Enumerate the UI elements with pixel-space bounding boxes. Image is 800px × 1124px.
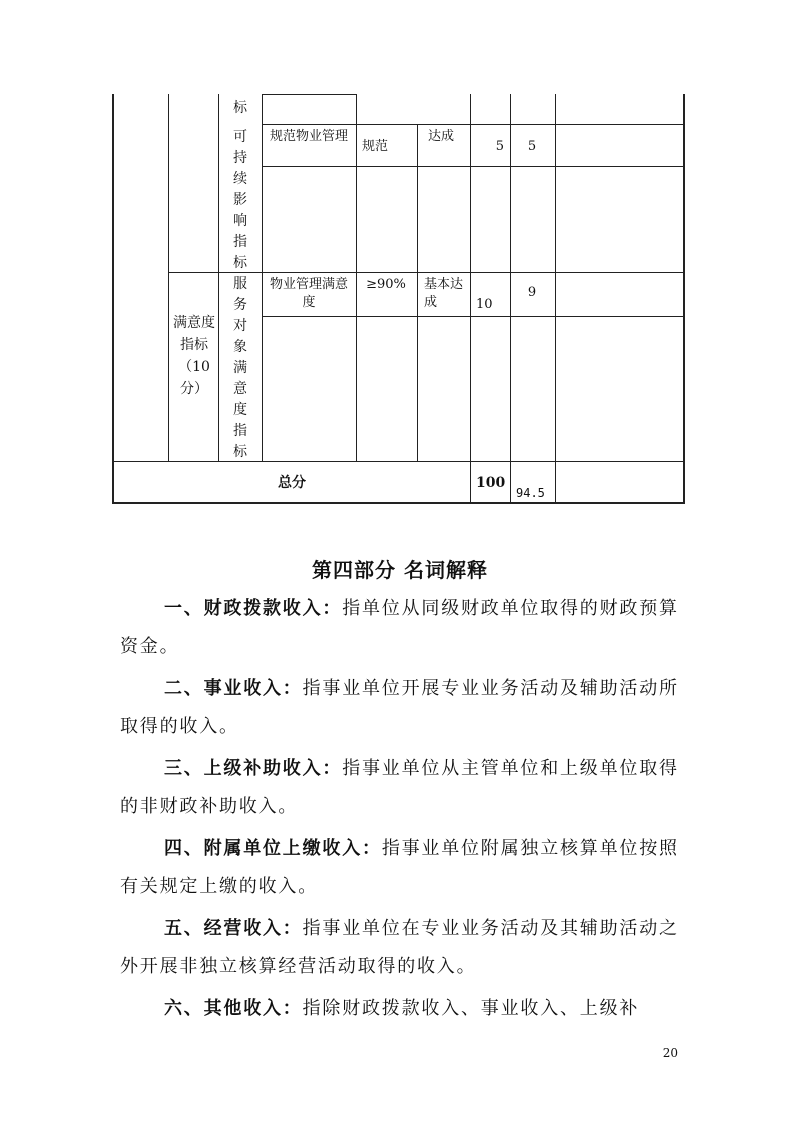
definition-term: 五、经营收入： [164,918,303,939]
weight-value: 10 [476,297,493,312]
page-number: 20 [662,1046,678,1060]
definition-paragraph [120,990,685,1028]
score-value: 9 [527,285,537,300]
definition-term: 三、上级补助收入： [164,758,343,779]
definition-paragraph [120,590,685,666]
definition-paragraph [120,830,685,906]
definition-text: 指单位从同级财政单位取得的财政预算资金。 [120,598,679,657]
item-satisfaction: 物业管理满意度 [269,277,348,310]
definition-term: 一、财政拨款收入： [164,598,343,619]
definition-text: 指事业单位在专业业务活动及其辅助活动之外开展非独立核算经营活动取得的收入。 [120,918,679,977]
section-heading: 第四部分 名词解释 [312,558,488,582]
target-value: 规范 [362,139,389,154]
definition-text: 指除财政拨款收入、事业收入、上级补 [302,998,640,1019]
total-score: 94.5 [516,486,545,500]
score-value: 5 [527,139,537,154]
definition-text: 指事业单位从主管单位和上级单位取得的非财政补助收入。 [120,758,679,817]
definition-term: 六、其他收入： [164,998,303,1019]
actual-value: 基本达成 [424,277,464,310]
definition-text: 指事业单位开展专业业务活动及辅助活动所取得的收入。 [120,678,679,737]
definition-term: 二、事业收入： [164,678,303,699]
indicator-label-tail: 标 [233,100,247,116]
indicator-service-satisfaction: 服务对象满意度指标 [233,276,247,460]
performance-table [112,94,685,504]
definition-text: 指事业单位附属独立核算单位按照有关规定上缴的收入。 [120,838,679,897]
definition-paragraph [120,910,685,986]
target-value: ≥90% [366,277,406,292]
definition-paragraph [120,670,685,746]
indicator-sustainable-impact: 可持续影响指标 [233,129,247,271]
definition-paragraph [120,750,685,826]
weight-value: 5 [495,139,504,154]
total-weight: 100 [476,475,506,491]
actual-value: 达成 [427,129,454,144]
item-property-management: 规范物业管理 [269,129,348,144]
category-satisfaction: 满意度指标（10分） [173,315,215,397]
definition-term: 四、附属单位上缴收入： [164,838,382,859]
total-label: 总分 [278,475,306,491]
